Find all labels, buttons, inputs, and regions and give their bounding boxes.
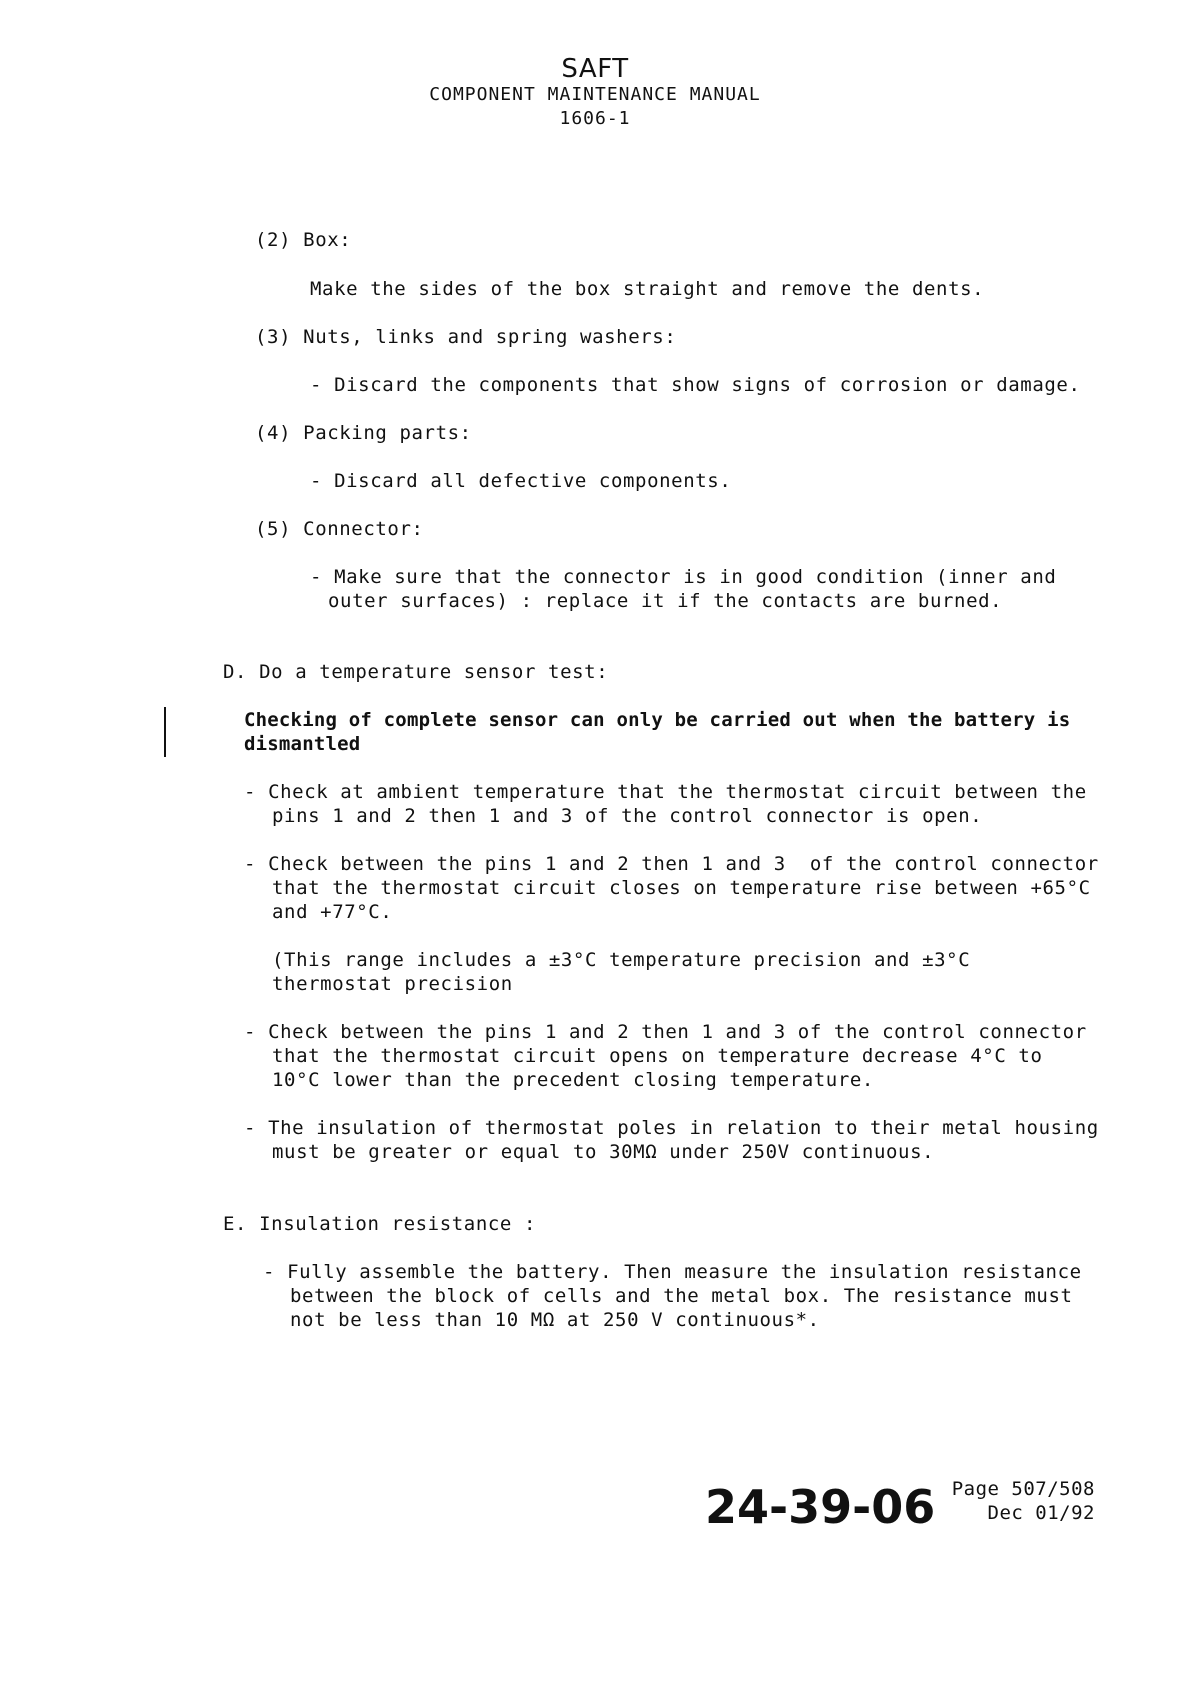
revision-change-bar <box>164 707 166 757</box>
company-name: SAFT <box>561 54 629 84</box>
check2-line3: and +77°C. <box>272 901 393 923</box>
insulation-line2: must be greater or equal to 30MΩ under 250V continuous. <box>272 1141 935 1163</box>
manual-title: COMPONENT MAINTENANCE MANUAL <box>429 84 761 105</box>
connector-text-line2: outer surfaces) : replace it if the contacts are burned. <box>328 590 1003 612</box>
insulation-line1: - The insulation of thermostat poles in relation to their metal housing <box>244 1117 1099 1139</box>
connector-text-line1: - Make sure that the connector is in good condition (inner and <box>310 566 1057 588</box>
packing-text: - Discard all defective components. <box>310 470 732 492</box>
check2-line1: - Check between the pins 1 and 2 then 1 and 3 of the control connector <box>244 853 1099 875</box>
revision-date: Dec 01/92 <box>987 1502 1095 1524</box>
nuts-heading: (3) Nuts, links and spring washers: <box>255 326 677 348</box>
section-e-text-line3: not be less than 10 MΩ at 250 V continuous*. <box>290 1309 820 1331</box>
box-text: Make the sides of the box straight and remove the dents. <box>310 278 985 300</box>
check1-line2: pins 1 and 2 then 1 and 3 of the control connector is open. <box>272 805 983 827</box>
box-heading: (2) Box: <box>255 229 352 251</box>
section-d-note-line1: Checking of complete sensor can only be carried out when the battery is <box>244 709 1071 731</box>
check1-line1: - Check at ambient temperature that the thermostat circuit between the <box>244 781 1087 803</box>
check2-line2: that the thermostat circuit closes on temperature rise between +65°C <box>272 877 1091 899</box>
check3-line2: that the thermostat circuit opens on temperature decrease 4°C to <box>272 1045 1043 1067</box>
range-note-line1: (This range includes a ±3°C temperature precision and ±3°C <box>272 949 971 971</box>
chapter-number: 24-39-06 <box>705 1480 936 1534</box>
section-d-heading: D. Do a temperature sensor test: <box>223 661 609 683</box>
section-e-text-line2: between the block of cells and the metal box. The resistance must <box>290 1285 1073 1307</box>
nuts-text: - Discard the components that show signs of corrosion or damage. <box>310 374 1081 396</box>
section-d-note-line2: dismantled <box>244 733 361 755</box>
packing-heading: (4) Packing parts: <box>255 422 472 444</box>
range-note-line2: thermostat precision <box>272 973 513 995</box>
section-e-heading: E. Insulation resistance : <box>223 1213 537 1235</box>
check3-line3: 10°C lower than the precedent closing temperature. <box>272 1069 874 1091</box>
check3-line1: - Check between the pins 1 and 2 then 1 and 3 of the control connector <box>244 1021 1087 1043</box>
manual-number: 1606-1 <box>559 108 631 129</box>
section-e-text-line1: - Fully assemble the battery. Then measure the insulation resistance <box>263 1261 1082 1283</box>
connector-heading: (5) Connector: <box>255 518 424 540</box>
page-number: Page 507/508 <box>951 1478 1095 1500</box>
